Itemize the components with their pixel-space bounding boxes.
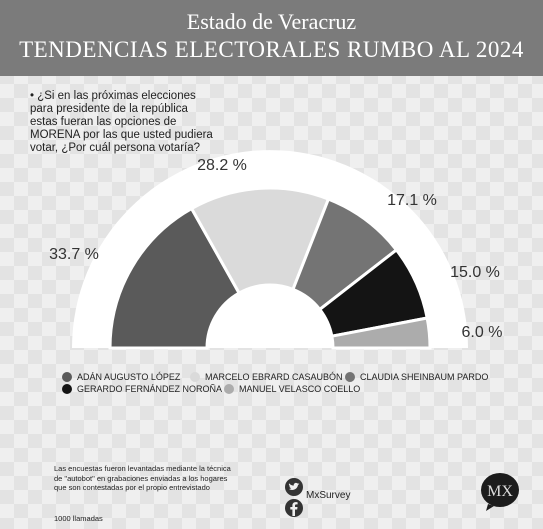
title-main: TENDENCIAS ELECTORALES RUMBO AL 2024 [19,37,524,62]
legend-item-1 [190,372,343,382]
legend-swatch-4 [224,384,234,394]
methodology-note: Las encuestas fueron levantadas mediante la técnica de "autobot" en grabaciones enviadas a los hogares que son contestadas por el propio entrevistado [54,464,231,492]
legend-item-2 [345,372,488,382]
social-handle: MxSurvey [306,490,351,501]
logo-text: MX [487,483,513,500]
brand-logo [479,470,523,517]
legend-swatch-2 [345,372,355,382]
slice-label-0: 33.7 % [49,246,99,263]
legend-label-1: MARCELO EBRARD CASAUBÓN [205,372,343,382]
facebook-icon[interactable] [285,499,303,517]
legend-label-2: CLAUDIA SHEINBAUM PARDO [360,372,489,382]
legend-label-0: ADÁN AUGUSTO LÓPEZ [77,372,181,382]
slice-label-1: 28.2 % [197,157,247,174]
legend-label-4: MANUEL VELASCO COELLO [239,384,361,394]
slice-label-3: 15.0 % [450,264,500,281]
slice-label-2: 17.1 % [387,192,437,209]
legend-swatch-3 [62,384,72,394]
legend-swatch-0 [62,372,72,382]
legend-label-3: GERARDO FERNÁNDEZ NOROÑA [77,384,223,394]
legend-item-0 [62,372,180,382]
social-icons [284,478,304,523]
sample-size: 1000 llamadas [54,514,103,523]
legend-item-3 [62,384,222,394]
legend-item-4 [224,384,360,394]
survey-question: • ¿Si en las próximas elecciones para presidente de la república estas fueran las opciones de MORENA por las que usted pudiera votar, ¿Por cuál persona votaría? [30,90,213,154]
slice-label-4: 6.0 % [461,324,503,341]
legend-swatch-1 [190,372,200,382]
title-state: Estado de Veracruz [186,9,357,34]
twitter-icon[interactable] [285,478,303,496]
